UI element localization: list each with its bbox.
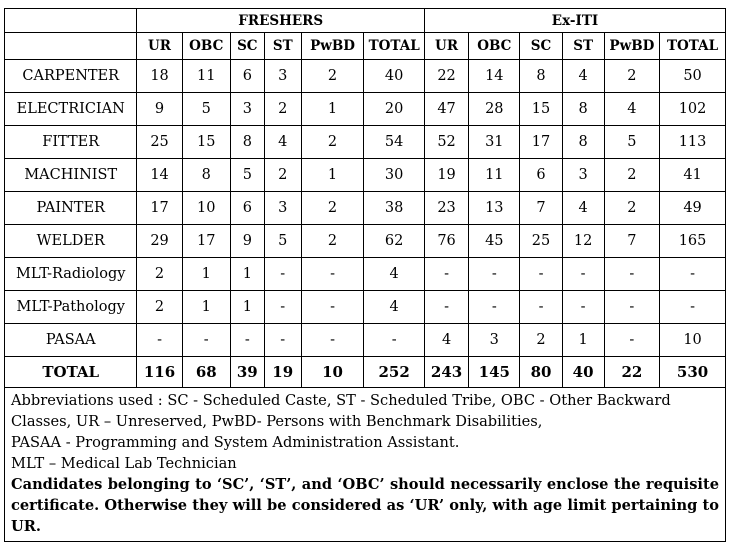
cell-exiti-pwbd: 5 [604,126,659,159]
cell-exiti-pwbd: 2 [604,192,659,225]
table-row [5,60,726,93]
cell-exiti-sc: - [520,291,562,324]
mlt-note: MLT – Medical Lab Technician [11,455,237,472]
total-freshers-obc: 68 [182,357,230,388]
cell-freshers-st: 4 [264,126,301,159]
cell-freshers-pwbd: 2 [301,225,364,258]
cell-exiti-pwbd: - [604,324,659,357]
cell-freshers-ur: - [137,324,182,357]
cell-freshers-sc: 8 [230,126,264,159]
total-label: TOTAL [5,357,137,388]
cell-freshers-ur: 9 [137,93,182,126]
column-header-exiti-ur: UR [424,33,468,60]
column-header-exiti-sc: SC [520,33,562,60]
cell-freshers-total: 30 [364,159,425,192]
cell-exiti-pwbd: 2 [604,159,659,192]
cell-exiti-total: - [660,291,726,324]
column-header-freshers-sc: SC [230,33,264,60]
trade-name: ELECTRICIAN [5,93,137,126]
cell-freshers-st: 5 [264,225,301,258]
cell-exiti-ur: 23 [424,192,468,225]
cell-freshers-pwbd: - [301,291,364,324]
cell-exiti-obc: 31 [469,126,520,159]
table-row [5,159,726,192]
vacancy-document [4,8,726,542]
cell-freshers-pwbd: - [301,324,364,357]
cell-exiti-obc: 13 [469,192,520,225]
cell-exiti-ur: 47 [424,93,468,126]
cell-exiti-obc: 3 [469,324,520,357]
total-freshers-sc: 39 [230,357,264,388]
cell-exiti-st: 8 [562,126,604,159]
cell-exiti-ur: 19 [424,159,468,192]
cell-exiti-st: - [562,291,604,324]
column-header-exiti-pwbd: PwBD [604,33,659,60]
cell-exiti-sc: 15 [520,93,562,126]
table-row [5,258,726,291]
cell-exiti-total: 50 [660,60,726,93]
abbreviation-note: Abbreviations used : SC - Scheduled Caste, ST - Scheduled Tribe, OBC - Other Backward [11,392,671,409]
cell-freshers-total: 38 [364,192,425,225]
cell-freshers-obc: 17 [182,225,230,258]
trade-name: MACHINIST [5,159,137,192]
trade-name: PASAA [5,324,137,357]
trade-name: FITTER [5,126,137,159]
trade-name: CARPENTER [5,60,137,93]
cell-freshers-total: 62 [364,225,425,258]
cell-exiti-ur: - [424,291,468,324]
abbreviation-note: Classes, UR – Unreserved, PwBD- Persons with Benchmark Disabilities, [11,413,543,430]
total-exiti-pwbd: 22 [604,357,659,388]
total-freshers-pwbd: 10 [301,357,364,388]
cell-freshers-total: - [364,324,425,357]
cell-freshers-pwbd: - [301,258,364,291]
cell-freshers-st: - [264,324,301,357]
trade-name: MLT-Radiology [5,258,137,291]
cell-freshers-st: 2 [264,93,301,126]
cell-exiti-pwbd: - [604,291,659,324]
total-exiti-sc: 80 [520,357,562,388]
cell-freshers-st: - [264,258,301,291]
notes-box [4,388,726,542]
cell-exiti-sc: 17 [520,126,562,159]
cell-freshers-ur: 18 [137,60,182,93]
total-exiti-total: 530 [660,357,726,388]
cell-freshers-sc: 6 [230,60,264,93]
cell-freshers-pwbd: 2 [301,60,364,93]
total-exiti-obc: 145 [469,357,520,388]
cell-exiti-ur: 76 [424,225,468,258]
trade-name: MLT-Pathology [5,291,137,324]
cell-exiti-obc: - [469,258,520,291]
cell-exiti-total: 49 [660,192,726,225]
column-header-exiti-obc: OBC [469,33,520,60]
cell-freshers-ur: 2 [137,258,182,291]
cell-exiti-st: 3 [562,159,604,192]
cell-exiti-total: 165 [660,225,726,258]
cell-freshers-st: 3 [264,192,301,225]
table-row [5,291,726,324]
cell-freshers-sc: 6 [230,192,264,225]
cell-exiti-obc: 28 [469,93,520,126]
cell-exiti-st: 4 [562,192,604,225]
total-exiti-ur: 243 [424,357,468,388]
cell-exiti-st: 8 [562,93,604,126]
cell-freshers-pwbd: 1 [301,159,364,192]
cell-exiti-pwbd: - [604,258,659,291]
column-header-freshers-total: TOTAL [364,33,425,60]
cell-exiti-total: 41 [660,159,726,192]
cell-exiti-sc: 6 [520,159,562,192]
cell-freshers-total: 4 [364,291,425,324]
cell-freshers-sc: 5 [230,159,264,192]
group-exiti-header: Ex-ITI [424,9,725,33]
cell-freshers-pwbd: 2 [301,126,364,159]
cell-freshers-ur: 2 [137,291,182,324]
corner-cell [5,9,137,33]
cell-exiti-total: - [660,258,726,291]
cell-exiti-sc: 7 [520,192,562,225]
cell-exiti-total: 10 [660,324,726,357]
cell-exiti-ur: - [424,258,468,291]
cell-exiti-st: - [562,258,604,291]
cell-exiti-obc: - [469,291,520,324]
cell-freshers-obc: 15 [182,126,230,159]
cell-freshers-sc: - [230,324,264,357]
cell-exiti-pwbd: 2 [604,60,659,93]
cell-freshers-obc: 1 [182,291,230,324]
cell-exiti-sc: 25 [520,225,562,258]
cell-freshers-ur: 25 [137,126,182,159]
column-header-freshers-obc: OBC [182,33,230,60]
cell-exiti-pwbd: 4 [604,93,659,126]
trade-name: WELDER [5,225,137,258]
cell-freshers-obc: - [182,324,230,357]
total-freshers-ur: 116 [137,357,182,388]
pasaa-note: PASAA - Programming and System Administration Assistant. [11,434,460,451]
cell-exiti-sc: 8 [520,60,562,93]
cell-exiti-sc: 2 [520,324,562,357]
cell-exiti-obc: 45 [469,225,520,258]
group-freshers-header: FRESHERS [137,9,425,33]
cell-exiti-ur: 4 [424,324,468,357]
cell-freshers-st: 3 [264,60,301,93]
cell-freshers-pwbd: 2 [301,192,364,225]
cell-freshers-ur: 17 [137,192,182,225]
table-row [5,225,726,258]
cell-exiti-st: 12 [562,225,604,258]
certificate-note: Candidates belonging to ‘SC’, ‘ST’, and ‘OBC’ should necessarily enclose the requisite certificate. Otherwise they will be considered as ‘UR’ only, with age limit pertaining to UR. [11,476,719,535]
table-row [5,126,726,159]
cell-freshers-obc: 10 [182,192,230,225]
total-freshers-st: 19 [264,357,301,388]
cell-exiti-ur: 22 [424,60,468,93]
cell-freshers-ur: 14 [137,159,182,192]
cell-freshers-sc: 1 [230,258,264,291]
column-header-exiti-total: TOTAL [660,33,726,60]
cell-freshers-total: 40 [364,60,425,93]
total-row [5,357,726,388]
column-header-freshers-pwbd: PwBD [301,33,364,60]
cell-exiti-st: 1 [562,324,604,357]
cell-exiti-obc: 11 [469,159,520,192]
vacancy-table [4,8,726,388]
cell-freshers-obc: 8 [182,159,230,192]
total-exiti-st: 40 [562,357,604,388]
column-header-freshers-ur: UR [137,33,182,60]
cell-freshers-st: - [264,291,301,324]
cell-freshers-st: 2 [264,159,301,192]
trade-name: PAINTER [5,192,137,225]
cell-freshers-sc: 3 [230,93,264,126]
cell-exiti-total: 102 [660,93,726,126]
cell-exiti-pwbd: 7 [604,225,659,258]
column-header-exiti-st: ST [562,33,604,60]
cell-freshers-total: 20 [364,93,425,126]
cell-exiti-obc: 14 [469,60,520,93]
table-row [5,324,726,357]
total-freshers-total: 252 [364,357,425,388]
cell-freshers-pwbd: 1 [301,93,364,126]
cell-exiti-st: 4 [562,60,604,93]
cell-freshers-total: 4 [364,258,425,291]
trade-header-cell [5,33,137,60]
cell-freshers-sc: 1 [230,291,264,324]
cell-exiti-sc: - [520,258,562,291]
cell-exiti-ur: 52 [424,126,468,159]
table-row [5,192,726,225]
cell-freshers-total: 54 [364,126,425,159]
table-row [5,93,726,126]
cell-freshers-obc: 11 [182,60,230,93]
cell-freshers-ur: 29 [137,225,182,258]
cell-freshers-obc: 5 [182,93,230,126]
column-header-freshers-st: ST [264,33,301,60]
cell-exiti-total: 113 [660,126,726,159]
cell-freshers-sc: 9 [230,225,264,258]
cell-freshers-obc: 1 [182,258,230,291]
